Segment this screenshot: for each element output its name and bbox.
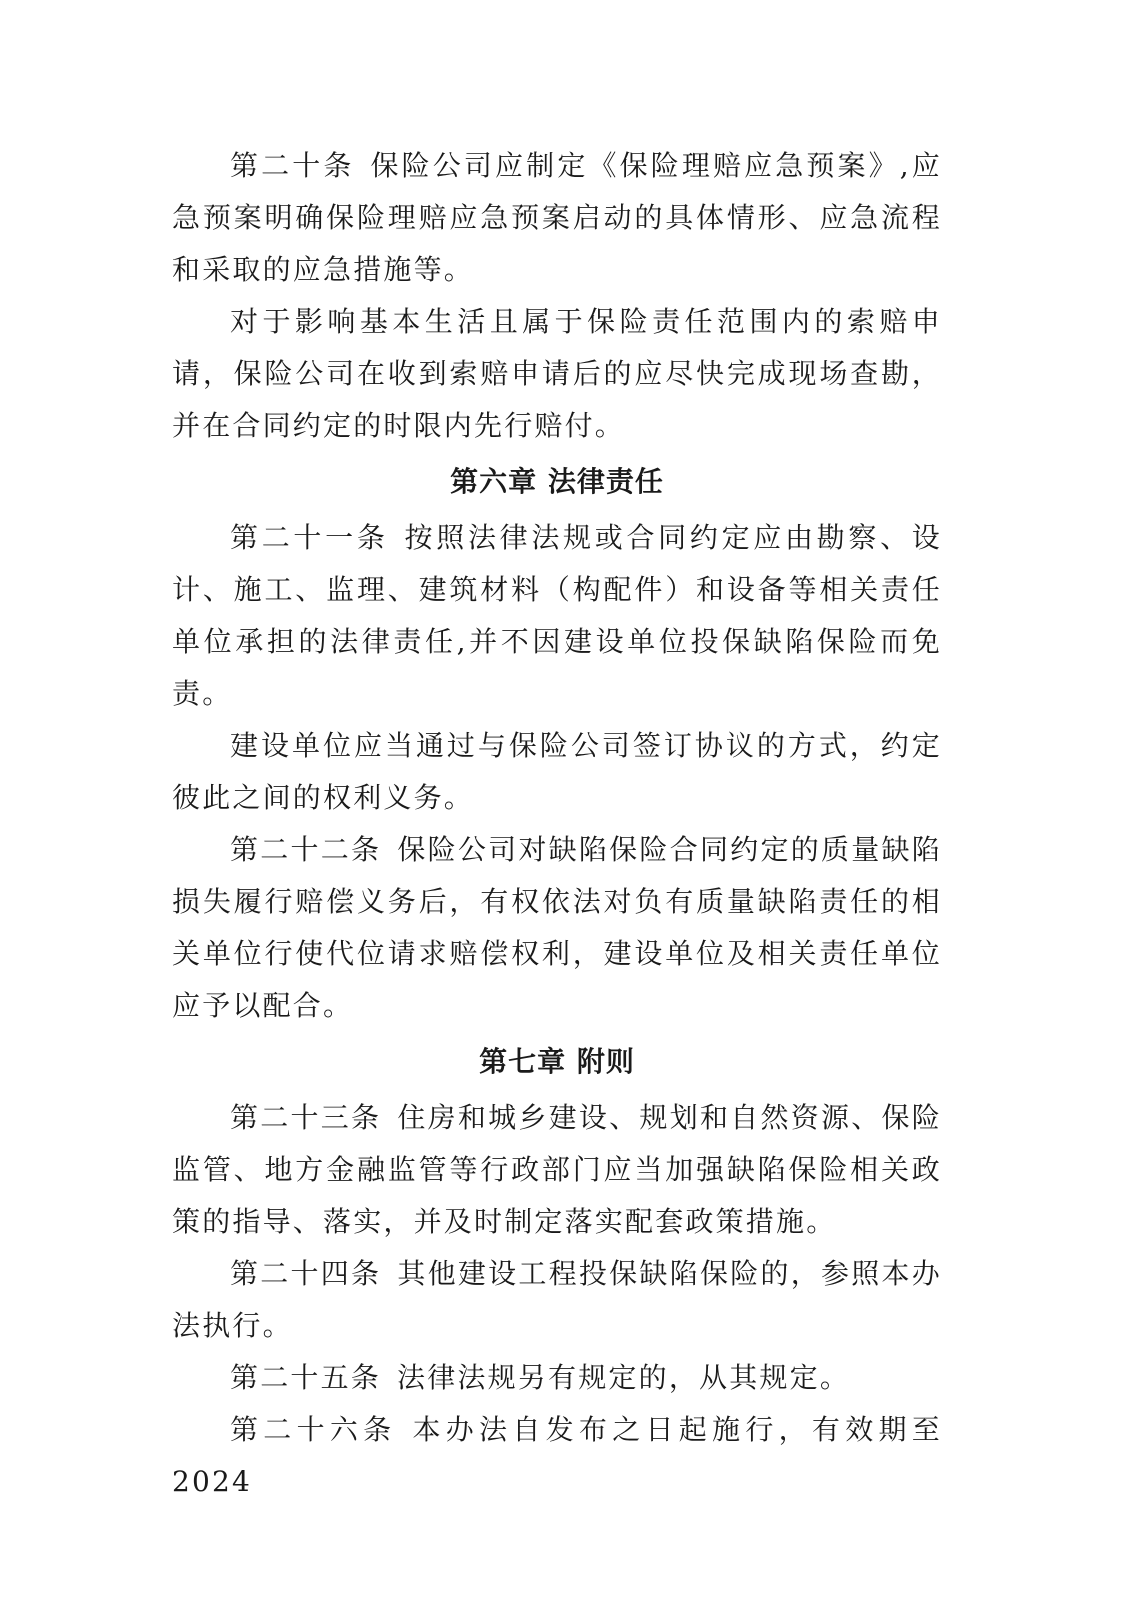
article-22 <box>172 824 942 1032</box>
article-23 <box>172 1092 942 1248</box>
chapter-7-heading: 第七章 附则 <box>479 1045 635 1078</box>
article-25 <box>172 1352 942 1404</box>
article-21 <box>172 512 942 720</box>
article-text: 对于影响基本生活且属于保险责任范围内的索赔申请，保险公司在收到索赔申请后的应尽快完成现场查勘，并在合同约定的时限内先行赔付。 <box>172 305 942 442</box>
article-text: 法律法规另有规定的，从其规定。 <box>397 1361 851 1394</box>
document-page <box>172 140 942 1508</box>
article-text: 按照法律法规或合同约定应由勘察、设计、施工、监理、建筑材料（构配件）和设备等相关责任单位承担的法律责任,并不因建设单位投保缺陷保险而免责。 <box>172 521 942 710</box>
article-label: 第二十五条 <box>230 1361 382 1394</box>
article-20-paragraph-2 <box>172 296 942 452</box>
article-label: 第二十条 <box>230 149 355 182</box>
chapter-6-heading: 第六章 法律责任 <box>450 465 664 498</box>
article-label: 第二十二条 <box>230 833 382 866</box>
article-text: 保险公司应制定《保险理赔应急预案》,应急预案明确保险理赔应急预案启动的具体情形、应急流程和采取的应急措施等。 <box>172 149 942 286</box>
article-text: 住房和城乡建设、规划和自然资源、保险监管、地方金融监管等行政部门应当加强缺陷保险相关政策的指导、落实，并及时制定落实配套政策措施。 <box>172 1101 942 1238</box>
article-text: 本办法自发布之日起施行，有效期至2024 <box>172 1413 942 1498</box>
article-label: 第二十六条 <box>230 1413 397 1446</box>
article-text: 保险公司对缺陷保险合同约定的质量缺陷损失履行赔偿义务后，有权依法对负有质量缺陷责任的相关单位行使代位请求赔偿权利，建设单位及相关责任单位应予以配合。 <box>172 833 942 1022</box>
article-label: 第二十四条 <box>230 1257 382 1290</box>
article-label: 第二十三条 <box>230 1101 382 1134</box>
article-26 <box>172 1404 942 1508</box>
article-24 <box>172 1248 942 1352</box>
article-21-paragraph-2 <box>172 720 942 824</box>
article-text: 建设单位应当通过与保险公司签订协议的方式，约定彼此之间的权利义务。 <box>172 729 942 814</box>
article-text: 其他建设工程投保缺陷保险的，参照本办法执行。 <box>172 1257 942 1342</box>
article-label: 第二十一条 <box>230 521 389 554</box>
article-20 <box>172 140 942 296</box>
